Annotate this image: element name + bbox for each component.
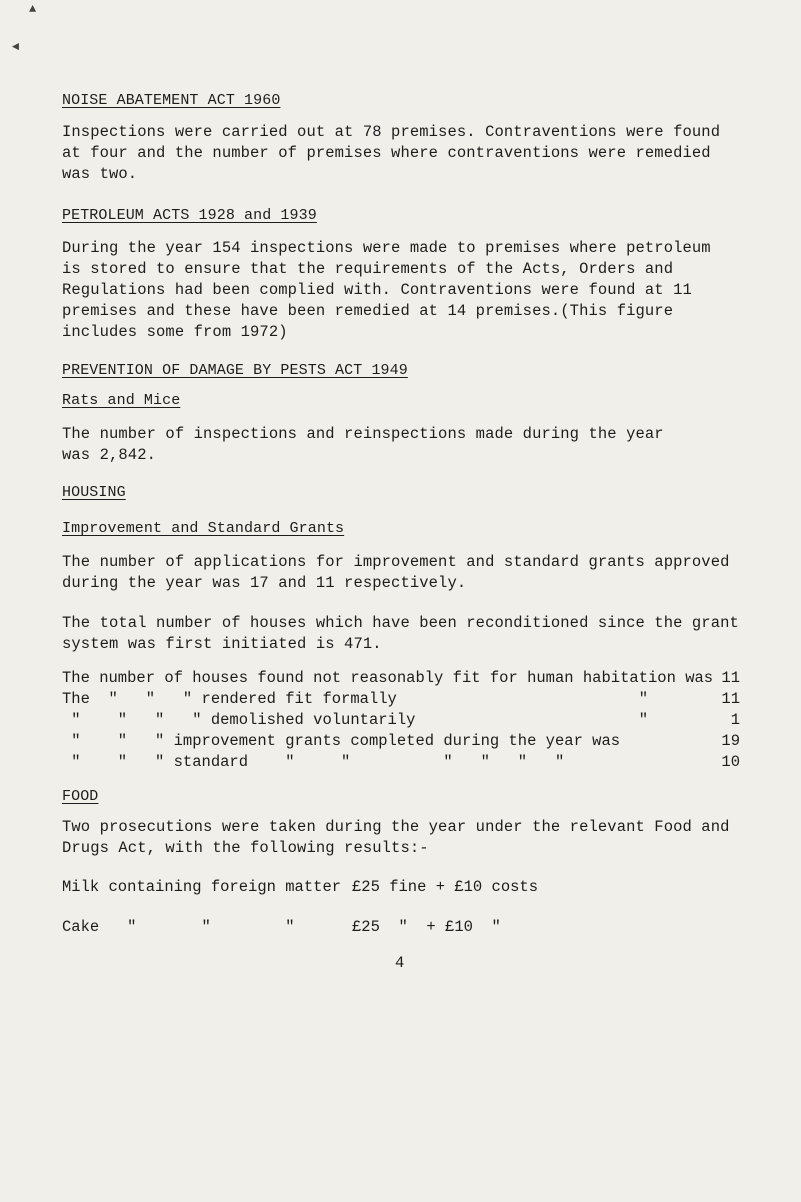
page-number: 4 (395, 954, 405, 972)
noise-text-line: at four and the number of premises where contraventions were remedied (62, 144, 711, 162)
noise-text-line: Inspections were carried out at 78 premises. Contraventions were found (62, 123, 721, 141)
food-result-penalty: £25 " + £10 " (352, 918, 501, 936)
housing-table-row-label: The number of houses found not reasonably fit for human habitation was (62, 669, 714, 687)
petroleum-text-line: During the year 154 inspections were made to premises where petroleum (62, 239, 711, 257)
subheading-rats-mice: Rats and Mice (62, 392, 181, 409)
housing-text-line: system was first initiated is 471. (62, 635, 382, 653)
housing-text-line: The total number of houses which have been reconditioned since the grant (62, 614, 739, 632)
housing-table-row-label: " " " improvement grants completed during the year was (62, 732, 621, 750)
housing-text-line: The number of applications for improvement and standard grants approved (62, 553, 730, 571)
food-result-item: Milk containing foreign matter (62, 878, 342, 896)
housing-table-row-label: The " " " rendered fit formally " (62, 690, 648, 708)
food-result-penalty: £25 fine + £10 costs (352, 878, 539, 896)
housing-table-row-value: 11 (721, 690, 740, 708)
housing-table-row-label: " " " " demolished voluntarily " (62, 711, 648, 729)
housing-table-row-value: 11 (721, 669, 740, 687)
petroleum-text-line: Regulations had been complied with. Contraventions were found at 11 (62, 281, 692, 299)
petroleum-text-line: is stored to ensure that the requirements of the Acts, Orders and (62, 260, 674, 278)
housing-table-row-value: 10 (721, 753, 740, 771)
housing-table-row-value: 19 (721, 732, 740, 750)
petroleum-text-line: premises and these have been remedied at 14 premises.(This figure (62, 302, 674, 320)
pests-text-line: The number of inspections and reinspections made during the year (62, 425, 664, 443)
subheading-grants: Improvement and Standard Grants (62, 520, 345, 537)
pests-text-line: was 2,842. (62, 446, 157, 464)
petroleum-text-line: includes some from 1972) (62, 323, 288, 341)
housing-table-row-value: 1 (730, 711, 740, 729)
noise-text-line: was two. (62, 165, 138, 183)
section-heading-noise: NOISE ABATEMENT ACT 1960 (62, 92, 281, 109)
section-heading-food: FOOD (62, 788, 99, 805)
food-result-item: Cake " " " (62, 918, 295, 936)
section-heading-petroleum: PETROLEUM ACTS 1928 and 1939 (62, 207, 317, 224)
housing-text-line: during the year was 17 and 11 respectively. (62, 574, 467, 592)
housing-table-row-label: " " " standard " " " " " " (62, 753, 565, 771)
scan-mark: ◄ (12, 40, 20, 54)
section-heading-housing: HOUSING (62, 484, 126, 501)
food-text-line: Two prosecutions were taken during the year under the relevant Food and (62, 818, 730, 836)
section-heading-pests: PREVENTION OF DAMAGE BY PESTS ACT 1949 (62, 362, 408, 379)
food-text-line: Drugs Act, with the following results:- (62, 839, 429, 857)
scan-mark: ▲ (29, 2, 37, 16)
